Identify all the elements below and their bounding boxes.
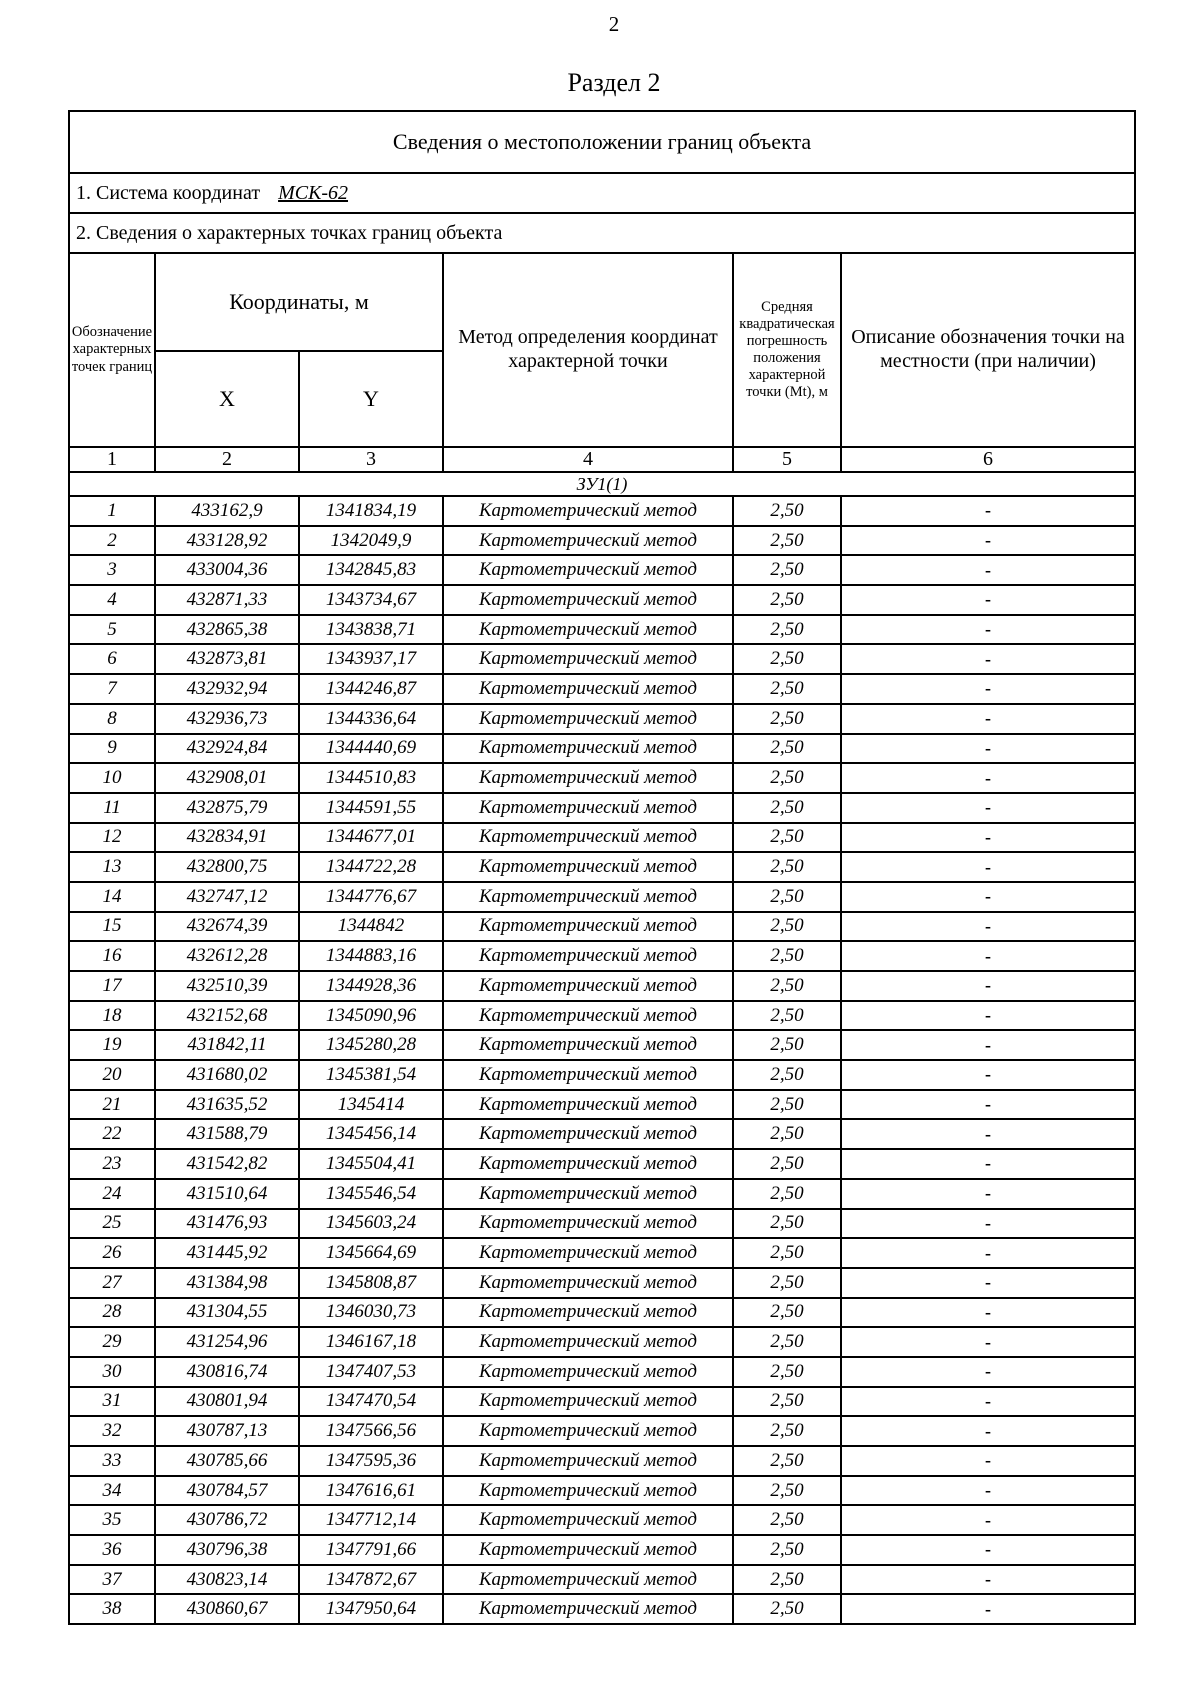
- error-cell: 2,50: [733, 526, 841, 556]
- description-cell: -: [841, 704, 1135, 734]
- error-cell: 2,50: [733, 971, 841, 1001]
- description-cell: -: [841, 941, 1135, 971]
- method-cell: Картометрический метод: [443, 1565, 733, 1595]
- point-number-cell: 21: [69, 1090, 155, 1120]
- table-row: [69, 852, 1135, 882]
- method-cell: Картометрический метод: [443, 1298, 733, 1328]
- table-row: [69, 1327, 1135, 1357]
- error-cell: 2,50: [733, 1298, 841, 1328]
- description-cell: -: [841, 496, 1135, 526]
- error-cell: 2,50: [733, 1060, 841, 1090]
- table-row: [69, 1476, 1135, 1506]
- table-row: [69, 912, 1135, 942]
- description-cell: -: [841, 882, 1135, 912]
- table-row: [69, 1001, 1135, 1031]
- x-coordinate-cell: 431476,93: [155, 1209, 299, 1239]
- y-coordinate-cell: 1347712,14: [299, 1505, 443, 1535]
- method-cell: Картометрический метод: [443, 1209, 733, 1239]
- method-cell: Картометрический метод: [443, 585, 733, 615]
- y-coordinate-cell: 1341834,19: [299, 496, 443, 526]
- y-coordinate-cell: 1345664,69: [299, 1238, 443, 1268]
- method-cell: Картометрический метод: [443, 1476, 733, 1506]
- description-cell: -: [841, 615, 1135, 645]
- y-coordinate-cell: 1347872,67: [299, 1565, 443, 1595]
- method-cell: Картометрический метод: [443, 1238, 733, 1268]
- y-coordinate-cell: 1345090,96: [299, 1001, 443, 1031]
- zone-label: ЗУ1(1): [69, 472, 1135, 496]
- error-cell: 2,50: [733, 941, 841, 971]
- table-row: [69, 704, 1135, 734]
- y-coordinate-cell: 1347470,54: [299, 1387, 443, 1417]
- description-cell: -: [841, 1209, 1135, 1239]
- table-row: [69, 1030, 1135, 1060]
- error-cell: 2,50: [733, 852, 841, 882]
- description-cell: -: [841, 1387, 1135, 1417]
- y-coordinate-cell: 1347595,36: [299, 1446, 443, 1476]
- table-row: [69, 1149, 1135, 1179]
- boundary-points-table: [68, 110, 1136, 1625]
- table-row: [69, 1416, 1135, 1446]
- table-row: [69, 734, 1135, 764]
- table-row: [69, 1594, 1135, 1624]
- error-cell: 2,50: [733, 1001, 841, 1031]
- table-row: [69, 1238, 1135, 1268]
- point-number-cell: 27: [69, 1268, 155, 1298]
- method-cell: Картометрический метод: [443, 1268, 733, 1298]
- point-number-cell: 16: [69, 941, 155, 971]
- y-coordinate-cell: 1344677,01: [299, 823, 443, 853]
- y-coordinate-cell: 1345280,28: [299, 1030, 443, 1060]
- x-coordinate-cell: 431680,02: [155, 1060, 299, 1090]
- header-method: Метод определения координат характерной точки: [443, 253, 733, 447]
- x-coordinate-cell: 433162,9: [155, 496, 299, 526]
- y-coordinate-cell: 1344510,83: [299, 763, 443, 793]
- x-coordinate-cell: 432871,33: [155, 585, 299, 615]
- description-cell: -: [841, 1238, 1135, 1268]
- y-coordinate-cell: 1345546,54: [299, 1179, 443, 1209]
- x-coordinate-cell: 431510,64: [155, 1179, 299, 1209]
- header-error: Средняя квадратическая погрешность положения характерной точки (Mt), м: [733, 253, 841, 447]
- y-coordinate-cell: 1344336,64: [299, 704, 443, 734]
- x-coordinate-cell: 432152,68: [155, 1001, 299, 1031]
- error-cell: 2,50: [733, 1387, 841, 1417]
- error-cell: 2,50: [733, 615, 841, 645]
- x-coordinate-cell: 433128,92: [155, 526, 299, 556]
- table-row: [69, 1119, 1135, 1149]
- description-cell: -: [841, 1565, 1135, 1595]
- x-coordinate-cell: 433004,36: [155, 555, 299, 585]
- point-number-cell: 20: [69, 1060, 155, 1090]
- error-cell: 2,50: [733, 1090, 841, 1120]
- error-cell: 2,50: [733, 1238, 841, 1268]
- y-coordinate-cell: 1347566,56: [299, 1416, 443, 1446]
- point-number-cell: 22: [69, 1119, 155, 1149]
- description-cell: -: [841, 674, 1135, 704]
- method-cell: Картометрический метод: [443, 852, 733, 882]
- description-cell: -: [841, 1060, 1135, 1090]
- y-coordinate-cell: 1342845,83: [299, 555, 443, 585]
- y-coordinate-cell: 1344842: [299, 912, 443, 942]
- coordinate-system-cell: [69, 173, 1135, 213]
- error-cell: 2,50: [733, 734, 841, 764]
- column-number: 3: [299, 447, 443, 472]
- point-number-cell: 38: [69, 1594, 155, 1624]
- description-cell: -: [841, 1268, 1135, 1298]
- point-number-cell: 24: [69, 1179, 155, 1209]
- y-coordinate-cell: 1343734,67: [299, 585, 443, 615]
- x-coordinate-cell: 432932,94: [155, 674, 299, 704]
- table-title-row: [69, 111, 1135, 173]
- table-row: [69, 1565, 1135, 1595]
- y-coordinate-cell: 1345504,41: [299, 1149, 443, 1179]
- method-cell: Картометрический метод: [443, 1060, 733, 1090]
- x-coordinate-cell: 432510,39: [155, 971, 299, 1001]
- method-cell: Картометрический метод: [443, 644, 733, 674]
- x-coordinate-cell: 430801,94: [155, 1387, 299, 1417]
- description-cell: -: [841, 1119, 1135, 1149]
- method-cell: Картометрический метод: [443, 526, 733, 556]
- point-number-cell: 5: [69, 615, 155, 645]
- point-number-cell: 31: [69, 1387, 155, 1417]
- error-cell: 2,50: [733, 674, 841, 704]
- error-cell: 2,50: [733, 1565, 841, 1595]
- point-number-cell: 23: [69, 1149, 155, 1179]
- y-coordinate-cell: 1345808,87: [299, 1268, 443, 1298]
- method-cell: Картометрический метод: [443, 615, 733, 645]
- table-row: [69, 1209, 1135, 1239]
- header-x: X: [155, 351, 299, 447]
- table-row: [69, 1446, 1135, 1476]
- x-coordinate-cell: 431542,82: [155, 1149, 299, 1179]
- error-cell: 2,50: [733, 793, 841, 823]
- point-number-cell: 17: [69, 971, 155, 1001]
- y-coordinate-cell: 1344776,67: [299, 882, 443, 912]
- error-cell: 2,50: [733, 1505, 841, 1535]
- error-cell: 2,50: [733, 1476, 841, 1506]
- error-cell: 2,50: [733, 823, 841, 853]
- y-coordinate-cell: 1347407,53: [299, 1357, 443, 1387]
- point-number-cell: 3: [69, 555, 155, 585]
- y-coordinate-cell: 1345603,24: [299, 1209, 443, 1239]
- error-cell: 2,50: [733, 1594, 841, 1624]
- description-cell: -: [841, 1505, 1135, 1535]
- header-row-1: [69, 253, 1135, 351]
- method-cell: Картометрический метод: [443, 912, 733, 942]
- description-cell: -: [841, 1001, 1135, 1031]
- y-coordinate-cell: 1345456,14: [299, 1119, 443, 1149]
- x-coordinate-cell: 432908,01: [155, 763, 299, 793]
- point-number-cell: 30: [69, 1357, 155, 1387]
- description-cell: -: [841, 912, 1135, 942]
- table-title: Сведения о местоположении границ объекта: [69, 111, 1135, 173]
- method-cell: Картометрический метод: [443, 496, 733, 526]
- error-cell: 2,50: [733, 1357, 841, 1387]
- error-cell: 2,50: [733, 1416, 841, 1446]
- point-number-cell: 33: [69, 1446, 155, 1476]
- description-cell: -: [841, 644, 1135, 674]
- column-number-row: [69, 447, 1135, 472]
- error-cell: 2,50: [733, 912, 841, 942]
- table-row: [69, 1298, 1135, 1328]
- error-cell: 2,50: [733, 882, 841, 912]
- description-cell: -: [841, 793, 1135, 823]
- description-cell: -: [841, 1446, 1135, 1476]
- x-coordinate-cell: 431304,55: [155, 1298, 299, 1328]
- table-body: [69, 111, 1135, 1624]
- y-coordinate-cell: 1346167,18: [299, 1327, 443, 1357]
- point-number-cell: 6: [69, 644, 155, 674]
- coordinate-system-value: МСК-62: [278, 181, 349, 204]
- description-cell: -: [841, 1090, 1135, 1120]
- table-row: [69, 555, 1135, 585]
- y-coordinate-cell: 1346030,73: [299, 1298, 443, 1328]
- table-row: [69, 1505, 1135, 1535]
- y-coordinate-cell: 1342049,9: [299, 526, 443, 556]
- method-cell: Картометрический метод: [443, 1387, 733, 1417]
- y-coordinate-cell: 1344722,28: [299, 852, 443, 882]
- y-coordinate-cell: 1344883,16: [299, 941, 443, 971]
- y-coordinate-cell: 1347616,61: [299, 1476, 443, 1506]
- error-cell: 2,50: [733, 1535, 841, 1565]
- description-cell: -: [841, 526, 1135, 556]
- x-coordinate-cell: 432875,79: [155, 793, 299, 823]
- x-coordinate-cell: 432747,12: [155, 882, 299, 912]
- x-coordinate-cell: 431445,92: [155, 1238, 299, 1268]
- description-cell: -: [841, 1476, 1135, 1506]
- description-cell: -: [841, 734, 1135, 764]
- method-cell: Картометрический метод: [443, 1001, 733, 1031]
- description-cell: -: [841, 1327, 1135, 1357]
- method-cell: Картометрический метод: [443, 555, 733, 585]
- error-cell: 2,50: [733, 704, 841, 734]
- point-number-cell: 35: [69, 1505, 155, 1535]
- x-coordinate-cell: 430860,67: [155, 1594, 299, 1624]
- method-cell: Картометрический метод: [443, 971, 733, 1001]
- method-cell: Картометрический метод: [443, 1119, 733, 1149]
- error-cell: 2,50: [733, 1327, 841, 1357]
- x-coordinate-cell: 430784,57: [155, 1476, 299, 1506]
- error-cell: 2,50: [733, 1268, 841, 1298]
- column-number: 6: [841, 447, 1135, 472]
- y-coordinate-cell: 1344246,87: [299, 674, 443, 704]
- table-row: [69, 941, 1135, 971]
- method-cell: Картометрический метод: [443, 793, 733, 823]
- table-row: [69, 1268, 1135, 1298]
- description-cell: -: [841, 1416, 1135, 1446]
- x-coordinate-cell: 430796,38: [155, 1535, 299, 1565]
- x-coordinate-cell: 431635,52: [155, 1090, 299, 1120]
- point-number-cell: 36: [69, 1535, 155, 1565]
- error-cell: 2,50: [733, 1209, 841, 1239]
- x-coordinate-cell: 432865,38: [155, 615, 299, 645]
- x-coordinate-cell: 431842,11: [155, 1030, 299, 1060]
- description-cell: -: [841, 585, 1135, 615]
- point-number-cell: 15: [69, 912, 155, 942]
- description-cell: -: [841, 1179, 1135, 1209]
- y-coordinate-cell: 1344928,36: [299, 971, 443, 1001]
- point-number-cell: 12: [69, 823, 155, 853]
- description-cell: -: [841, 763, 1135, 793]
- x-coordinate-cell: 431588,79: [155, 1119, 299, 1149]
- y-coordinate-cell: 1347791,66: [299, 1535, 443, 1565]
- point-number-cell: 19: [69, 1030, 155, 1060]
- x-coordinate-cell: 430785,66: [155, 1446, 299, 1476]
- coordinate-system-row: [69, 173, 1135, 213]
- method-cell: Картометрический метод: [443, 1090, 733, 1120]
- error-cell: 2,50: [733, 1030, 841, 1060]
- x-coordinate-cell: 432936,73: [155, 704, 299, 734]
- point-number-cell: 11: [69, 793, 155, 823]
- column-number: 4: [443, 447, 733, 472]
- coordinate-system-label: 1. Система координат: [76, 181, 261, 204]
- method-cell: Картометрический метод: [443, 1179, 733, 1209]
- point-number-cell: 26: [69, 1238, 155, 1268]
- x-coordinate-cell: 432834,91: [155, 823, 299, 853]
- description-cell: -: [841, 1535, 1135, 1565]
- method-cell: Картометрический метод: [443, 704, 733, 734]
- point-number-cell: 8: [69, 704, 155, 734]
- x-coordinate-cell: 431384,98: [155, 1268, 299, 1298]
- header-point-designation: Обозначение характерных точек границ: [69, 253, 155, 447]
- error-cell: 2,50: [733, 555, 841, 585]
- header-description: Описание обозначения точки на местности (при наличии): [841, 253, 1135, 447]
- error-cell: 2,50: [733, 585, 841, 615]
- table-row: [69, 823, 1135, 853]
- column-number: 5: [733, 447, 841, 472]
- page-number: 2: [608, 12, 620, 36]
- point-number-cell: 34: [69, 1476, 155, 1506]
- method-cell: Картометрический метод: [443, 1030, 733, 1060]
- method-cell: Картометрический метод: [443, 674, 733, 704]
- x-coordinate-cell: 432924,84: [155, 734, 299, 764]
- description-cell: -: [841, 1594, 1135, 1624]
- error-cell: 2,50: [733, 1446, 841, 1476]
- point-number-cell: 18: [69, 1001, 155, 1031]
- y-coordinate-cell: 1345381,54: [299, 1060, 443, 1090]
- points-heading-row: [69, 213, 1135, 253]
- error-cell: 2,50: [733, 496, 841, 526]
- point-number-cell: 2: [69, 526, 155, 556]
- method-cell: Картометрический метод: [443, 734, 733, 764]
- x-coordinate-cell: 430816,74: [155, 1357, 299, 1387]
- table-row: [69, 793, 1135, 823]
- y-coordinate-cell: 1345414: [299, 1090, 443, 1120]
- section-title: Раздел 2: [567, 68, 661, 97]
- description-cell: -: [841, 1357, 1135, 1387]
- description-cell: -: [841, 971, 1135, 1001]
- error-cell: 2,50: [733, 1119, 841, 1149]
- point-number-cell: 29: [69, 1327, 155, 1357]
- header-coordinates: Координаты, м: [155, 253, 443, 351]
- column-number: 2: [155, 447, 299, 472]
- method-cell: Картометрический метод: [443, 1446, 733, 1476]
- method-cell: Картометрический метод: [443, 1357, 733, 1387]
- x-coordinate-cell: 432800,75: [155, 852, 299, 882]
- x-coordinate-cell: 430823,14: [155, 1565, 299, 1595]
- method-cell: Картометрический метод: [443, 1535, 733, 1565]
- y-coordinate-cell: 1347950,64: [299, 1594, 443, 1624]
- description-cell: -: [841, 852, 1135, 882]
- point-number-cell: 7: [69, 674, 155, 704]
- zone-row: [69, 472, 1135, 496]
- method-cell: Картометрический метод: [443, 823, 733, 853]
- point-number-cell: 14: [69, 882, 155, 912]
- error-cell: 2,50: [733, 644, 841, 674]
- table-row: [69, 644, 1135, 674]
- point-number-cell: 10: [69, 763, 155, 793]
- error-cell: 2,50: [733, 1149, 841, 1179]
- method-cell: Картометрический метод: [443, 1594, 733, 1624]
- point-number-cell: 25: [69, 1209, 155, 1239]
- method-cell: Картометрический метод: [443, 1416, 733, 1446]
- table-row: [69, 1060, 1135, 1090]
- point-number-cell: 13: [69, 852, 155, 882]
- error-cell: 2,50: [733, 763, 841, 793]
- x-coordinate-cell: 432674,39: [155, 912, 299, 942]
- description-cell: -: [841, 555, 1135, 585]
- table-row: [69, 1387, 1135, 1417]
- point-number-cell: 37: [69, 1565, 155, 1595]
- table-row: [69, 674, 1135, 704]
- header-y: Y: [299, 351, 443, 447]
- point-number-cell: 32: [69, 1416, 155, 1446]
- method-cell: Картометрический метод: [443, 1149, 733, 1179]
- points-heading: 2. Сведения о характерных точках границ объекта: [69, 213, 1135, 253]
- column-number: 1: [69, 447, 155, 472]
- error-cell: 2,50: [733, 1179, 841, 1209]
- point-number-cell: 1: [69, 496, 155, 526]
- x-coordinate-cell: 430786,72: [155, 1505, 299, 1535]
- description-cell: -: [841, 823, 1135, 853]
- point-number-cell: 9: [69, 734, 155, 764]
- table-row: [69, 615, 1135, 645]
- description-cell: -: [841, 1298, 1135, 1328]
- y-coordinate-cell: 1343838,71: [299, 615, 443, 645]
- method-cell: Картометрический метод: [443, 763, 733, 793]
- table-row: [69, 496, 1135, 526]
- table-row: [69, 526, 1135, 556]
- table-row: [69, 1535, 1135, 1565]
- method-cell: Картометрический метод: [443, 1505, 733, 1535]
- method-cell: Картометрический метод: [443, 882, 733, 912]
- table-row: [69, 882, 1135, 912]
- table-row: [69, 1090, 1135, 1120]
- table-row: [69, 971, 1135, 1001]
- table-row: [69, 1179, 1135, 1209]
- method-cell: Картометрический метод: [443, 941, 733, 971]
- point-number-cell: 28: [69, 1298, 155, 1328]
- point-number-cell: 4: [69, 585, 155, 615]
- table-row: [69, 585, 1135, 615]
- table-row: [69, 1357, 1135, 1387]
- description-cell: -: [841, 1149, 1135, 1179]
- x-coordinate-cell: 430787,13: [155, 1416, 299, 1446]
- y-coordinate-cell: 1343937,17: [299, 644, 443, 674]
- y-coordinate-cell: 1344440,69: [299, 734, 443, 764]
- table-row: [69, 763, 1135, 793]
- x-coordinate-cell: 432612,28: [155, 941, 299, 971]
- y-coordinate-cell: 1344591,55: [299, 793, 443, 823]
- description-cell: -: [841, 1030, 1135, 1060]
- x-coordinate-cell: 431254,96: [155, 1327, 299, 1357]
- x-coordinate-cell: 432873,81: [155, 644, 299, 674]
- method-cell: Картометрический метод: [443, 1327, 733, 1357]
